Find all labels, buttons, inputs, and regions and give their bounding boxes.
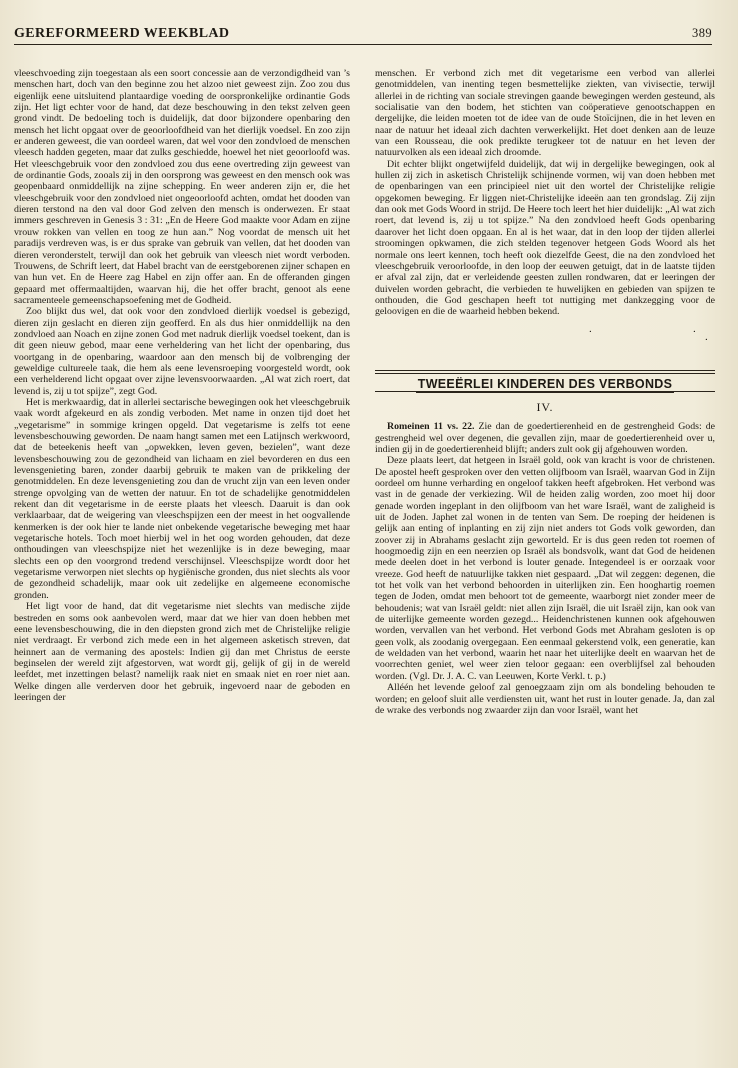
left-paragraph-1: vleeschvoeding zijn toegestaan als een soort concessie aan de verzondigdheid van ’s menschen hart, doch van den beginne zou het alzoo niet geweest zijn. Zoo zou dus eigenlijk eene uitsluitend plantaardige voeding de oorspronkelijke ordinantie Gods zijn. Het ligt echter voor de hand, dat deze beschouwing in den tekst zelven geen grond vindt. De bedoeling toch is duidelijk, dat door bijzondere openbaring den mensch het licht opgaat over de geoorloofdheid van het dierlijk voedsel. En zoo zijn er anderen geweest, die van oordeel waren, dat wel voor den zondvloed de menschen vleesch hadden gegeten, maar dat zulks geschiedde, hoewel het niet geoorloofd was. Het vleeschgebruik voor den zondvloed zou dus eene overtreding zijn geweest van de ordinantie Gods, zooals zij in den oorsprong was geweest en den mensch ook was geopenbaard onmiddellijk na zijne schepping. En weer anderen zijn er, die het vleeschgebruik voor den zondvloed niet ongeoorloofd achten, omdat het dooden van dieren terstond na den val door God zelven den mensch is onderwezen. Er staat immers geschreven in Genesis 3 : 31: „En de Heere God maakte voor Adam en zijne vrouw rokken van vellen en toog ze hun aan.” Nog voordat de mensch uit het paradijs verdreven was, is er dus sprake van gebruik van vellen, dat het dooden van dieren veronderstelt, terwijl dan ook het gebruik van vleesch niet wordt verboden. Trouwens, de Schrift leert, dat Habel bracht van de eerstgeborenen zijner schapen en van hun vet. En de Heere zag Habel en zijn offer aan. En de offeranden gingen gepaard met offermaaltijden, waarvan hij, die het offer bracht, genoot als eene sacramenteele gemeenschapsoefening met de Godheid.	[14, 68, 350, 306]
section-heading-block	[375, 370, 715, 392]
section-paragraph-3: Alléén het levende geloof zal genoegzaam zijn om als bondeling behouden te worden; en geloof sluit alle verdiensten uit, want het rust in louter genade. Ja, dan zal de wrake des verbonds nog zwaarder zijn dan voor Israël, want het	[375, 682, 715, 716]
left-paragraph-3: Het is merkwaardig, dat in allerlei sectarische bewegingen ook het vleeschgebruik vaak wordt afgekeurd en als zondig verboden. Met name in onzen tijd doet het „vegetarisme” in sommige kringen opgeld. Dat vegetarisme is zelfs tot eene levensbeschouwing geworden. De naam hangt samen met een Latijnsch werkwoord, dat de beteekenis heeft van „opwekken, leven geven, bezielen”, want deze levensbeschouwing zou de gezondheid van lichaam en ziel bevorderen en dus een levensgenieting baren, zonder daarbij gebruik te maken van de prikkeling der genotmiddelen. En deze levensgenieting zou dan de vrucht zijn van een leven onder strenge opvolging van de wetten der natuur. En tot de schadelijke genotmiddelen rekent dan dit vegetarisme in de eerste plaats het vleesch. Daaruit is dan ook verklaarbaar, dat de weigering van vleeschspijzen een der meest in het oogvallende kenmerken is der ook hier te lande niet onbekende vegetarische beweging met haar vegetarische hotels. Toch moet hierbij wel in het oog worden gehouden, dat deze onthoudingen van vleeschspijze niet het wezenlijke is in deze beweging, maar slechts een op den voorgrond tredend verschijnsel. Vleeschspijze wordt door het vegetarisme verworpen niet slechts op hygiënische gronden, dus niet slechts als voor de gezondheid schadelijk, maar ook uit zedelijke en algemeene economische gronden.	[14, 396, 350, 601]
bible-reference: Romeinen 11 vs. 22.	[387, 421, 475, 433]
left-column	[14, 68, 350, 703]
section-paragraph-2: Deze plaats leert, dat hetgeen in Israël gold, ook van kracht is voor de christenen. De apostel heeft gesproken over den vetten olijfboom van Israël, waarvan God in Zijn oordeel om hunne verharding en ongeloof takken heeft afgebroken. Het verbond was vast in de genade der verkiezing. Wil de heiden zalig worden, zoo moet hij door genade worden ingeplant in den olijfboom van het ware Israël, want de zaligheid is uit de Joden. Japhet zal wonen in de tenten van Sem. De roeping der heidenen is gelijk aan enting of inplanting en zij zijn niet anders tot Gods volk geworden, dan zoover zij in Abrahams geslacht zijn geworteld. Er is dus geen reden tot roemen of hoogmoedig zijn en een neerzien op Israël als bondsvolk, want dat God de heidenen mede deelen doet in het verbond is louter genade. Integendeel is er oorzaak voor vreeze. God heeft de natuurlijke takken niet gespaard. „Dat wil zeggen: degenen, die tot het volk van het verbond behoorden in uiterlijken zin. Een hooghartig roemen tegen de Joden, omdat men behoort tot de gemeente, waarborgt niet zonder meer de behoudenis; wat van Israël geldt: niet allen zijn Israël, die uit Israël zijn, kan ook van de uiterlijke gemeente worden gezegd... Heidenchristenen kunnen ook afgehouwen worden, vervallen van het verbond. Het verbond Gods met Abraham gesloten is op geen volk, als zoodanig overgegaan. Een eenmaal gekerstend volk, een generatie, kan de weldaden van het verbond, waarin het naar het uiterlijke deelt en waarvan het de voorrechten geniet, wel weer zien teloor gegaan: een overblijfsel zal behouden worden. (Vgl. Dr. J. A. C. van Leeuwen, Korte Verkl. t. p.)	[375, 455, 715, 682]
page-header	[14, 22, 712, 45]
right-paragraph-1: menschen. Er verbond zich met dit vegetarisme een verbod van allerlei genotmiddelen, van inenting tegen besmettelijke ziekten, van vivisectie, terwijl allerlei in de richting van sociale strevingen gaande bewegingen werden gesteund, als socialisatie van den bodem, het stichten van coöperatieve genootschappen en dergelijke, die leiden moeten tot de idee van de oude Stoïcijnen, die in het leven en naar de natuur het ideaal zich dachten verwerkelijkt. Het doet denken aan de leuze van een Rousseau, die ook predikte terugkeer tot de natuur en het leven der natuurvolken als een ideaal zich droomde.	[375, 68, 715, 159]
right-paragraph-2: Dit echter blijkt ongetwijfeld duidelijk, dat wij in dergelijke bewegingen, ook al hullen zij zich in asketisch Christelijk schijnende vormen, wij van doen hebben met de openbaringen van een principieel niet uit den wortel der Christelijke religie opgekomen beweging. Er liggen niet-Christelijke ideeën aan ten grondslag. Zij zijn dan ook met Gods Woord in strijd. De Heere toch leert het hier duidelijk: „Al wat zich roert, dat levend is, zij u tot spijze.” Na den zondvloed heeft Gods openbaring daarover het licht doen opgaan. En al is het waar, dat in den loop der tijden allerlei stroomingen opkwamen, die zich stelden tegenover hetgeen Gods Woord als het normale ons leert kennen, toch heeft ook diezelfde Geest, die na den zondvloed het vleeschgebruik veroorloofde, in den loop der eeuwen getuigt, dat in de laatste tijden er afval zal zijn, dat er verleidende geesten zullen rondwaren, dat er leeringen der duivelen worden gebracht, die verbieden te huwelijken en gebieden van spijzen te onthouden, die God geschapen heeft tot nuttiging met dankzegging voor de geloovigen en die de waarheid hebben bekend.	[375, 158, 715, 318]
right-column	[375, 68, 715, 716]
section-title-text: TWEEËRLEI KINDEREN DES VERBONDS	[417, 376, 673, 391]
section-title	[375, 376, 715, 391]
section-separator-stars	[375, 318, 715, 348]
section-paragraph-1	[375, 421, 715, 455]
heading-rule-top-thin	[375, 373, 715, 374]
section-paragraph-1-text: Zie dan de goedertierenheid en de gestrengheid Gods: de gestrengheid wel over degenen, die gevallen zijn, maar de goedertierenheid over u, indien gij in de goedertierenheid blijft; anders zult ook gij afgehouwen worden.	[375, 421, 716, 455]
publication-title: GEREFORMEERD WEEKBLAD	[14, 26, 230, 41]
separator-dot: .	[705, 330, 708, 343]
page-number: 389	[692, 26, 712, 40]
separator-dot: .	[693, 322, 696, 335]
left-paragraph-4: Het ligt voor de hand, dat dit vegetarisme niet slechts van medische zijde bestreden en soms ook aanbevolen werd, maar dat we hier van doen hebben met eene levensbeschouwing, die in den diepsten grond zich met de Christelijke religie niet verdraagt. Er verbond zich mede een in het algemeen asketisch streven, dat heinnert aan de vermaning des apostels: Indien gij dan met Christus de eerste beginselen der wereld zijt afgestorven, wat wordt gij, gelijk of gij in de wereld leefdet, met inzettingen belast? namelijk raak niet en smaak niet en roer niet aan. Welke dingen alle verderven door het gebruik, ingevoerd naar de geboden en leeringen der	[14, 601, 350, 703]
left-paragraph-2: Zoo blijkt dus wel, dat ook voor den zondvloed dierlijk voedsel is gebezigd, dieren zijn geslacht en dieren zijn geofferd. En als dus hier onmiddellijk na den zondvloed aan Noach en zijne zonen God met nadruk dierlijk voedsel toekent, dan is dit geen nieuw gebod, maar eene verheldering van het licht der openbaring, dus voortgang in de openbaring, waardoor aan den mensch bij de volbrenging der geweldige cultureele taak, die hem als eene levensroeping voorgesteld wordt, ook een verhelderend licht opgaat over zijne levensvoorwaarden. „Al wat zich roert, dat levend is, zij u tot spijze”, zegt God.	[14, 306, 350, 397]
separator-dot: .	[589, 322, 592, 335]
heading-rule-top	[375, 370, 715, 371]
section-numeral: IV.	[536, 399, 554, 414]
